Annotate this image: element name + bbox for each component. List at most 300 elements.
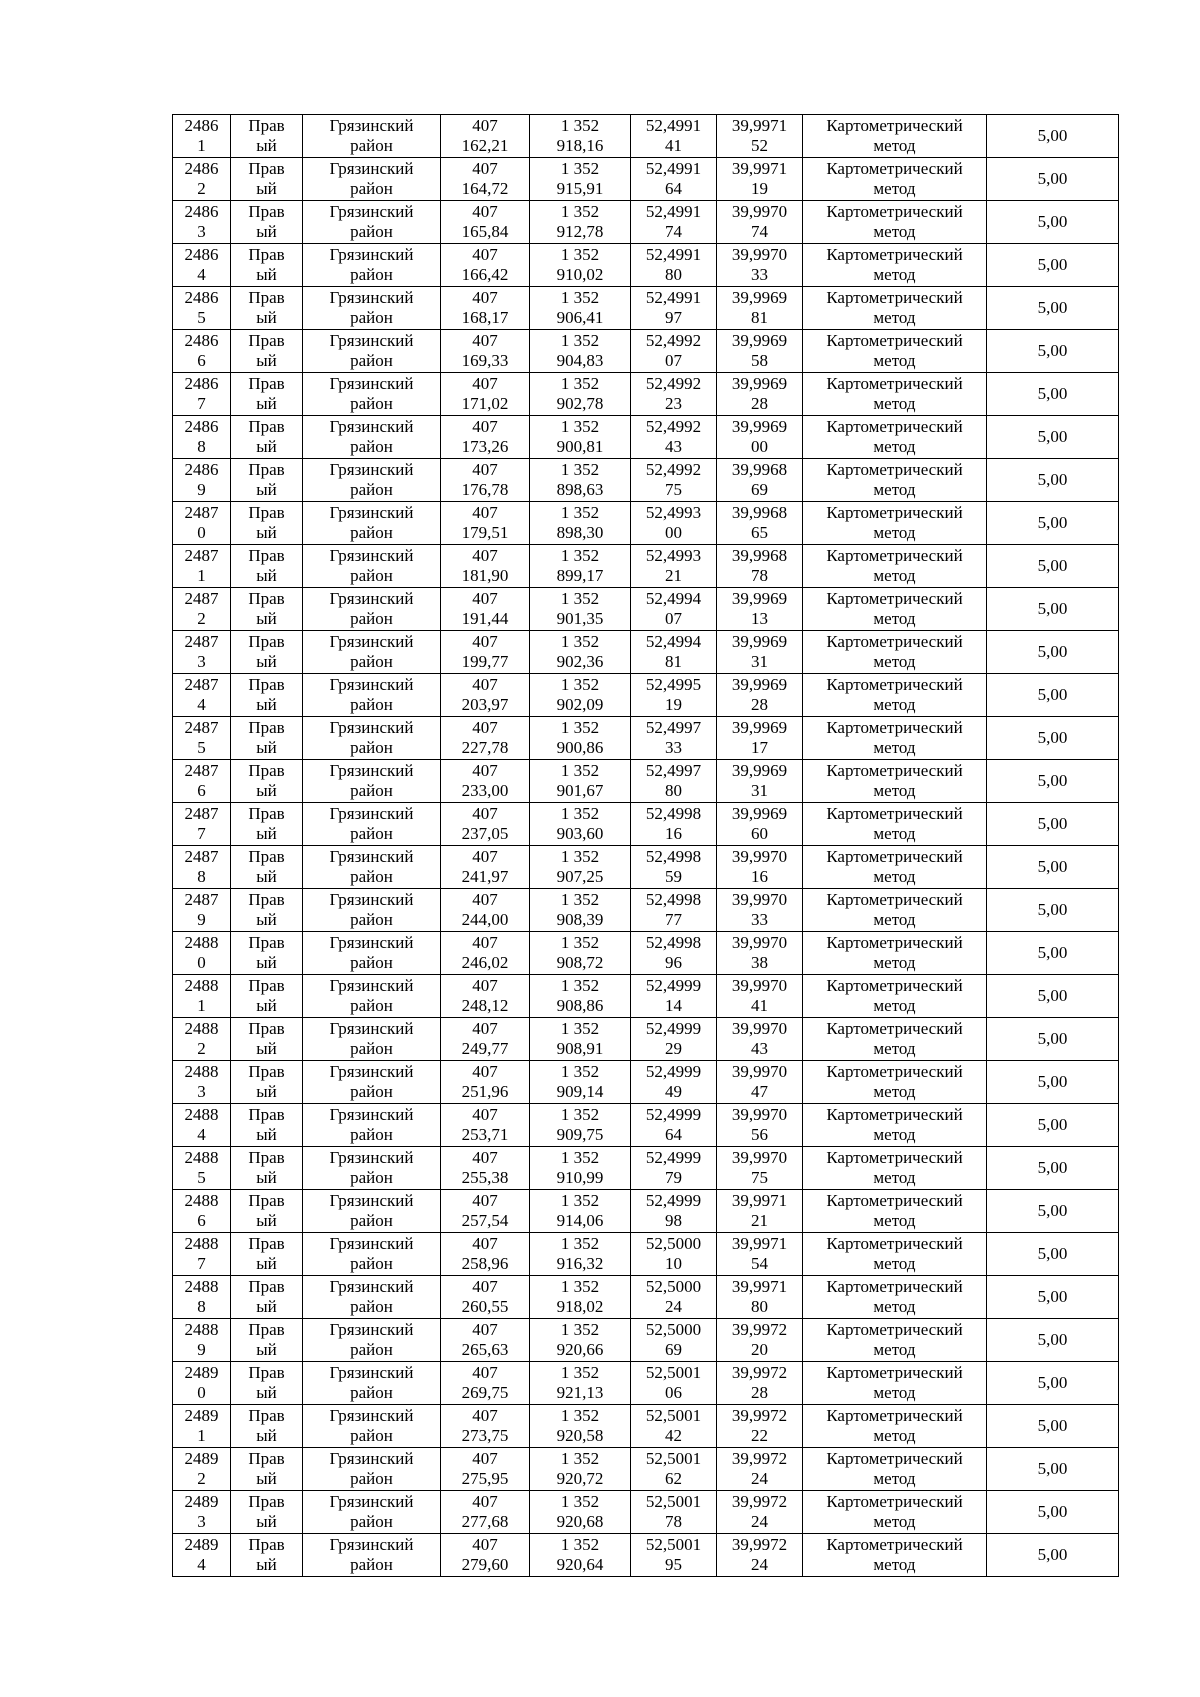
district-cell bbox=[303, 631, 441, 674]
longitude-cell bbox=[717, 1319, 803, 1362]
accuracy-cell bbox=[987, 1147, 1119, 1190]
point-number-cell-text: 2488 8 bbox=[184, 1277, 219, 1316]
point-number-cell-text: 2487 3 bbox=[184, 632, 219, 671]
latitude-cell bbox=[631, 803, 717, 846]
accuracy-cell bbox=[987, 674, 1119, 717]
longitude-cell bbox=[717, 545, 803, 588]
side-cell bbox=[231, 1405, 303, 1448]
point-number-cell-text: 2486 9 bbox=[184, 460, 219, 499]
district-cell-text: Грязинский район bbox=[329, 632, 414, 671]
table-row bbox=[173, 1319, 1119, 1362]
side-cell-text: Прав ый bbox=[248, 933, 285, 972]
method-cell-text: Картометрический метод bbox=[826, 804, 963, 843]
accuracy-cell bbox=[987, 1276, 1119, 1319]
longitude-cell bbox=[717, 373, 803, 416]
coord-x-cell bbox=[441, 545, 530, 588]
accuracy-cell bbox=[987, 975, 1119, 1018]
district-cell-text: Грязинский район bbox=[329, 1105, 414, 1144]
accuracy-cell-text: 5,00 bbox=[1037, 857, 1068, 876]
point-number-cell bbox=[173, 1534, 231, 1577]
latitude-cell bbox=[631, 1018, 717, 1061]
district-cell bbox=[303, 502, 441, 545]
side-cell bbox=[231, 1319, 303, 1362]
coord-y-cell bbox=[530, 1233, 631, 1276]
accuracy-cell-text: 5,00 bbox=[1037, 1244, 1068, 1263]
longitude-cell-text: 39,9970 75 bbox=[731, 1148, 788, 1187]
latitude-cell bbox=[631, 1319, 717, 1362]
table-row bbox=[173, 1233, 1119, 1276]
table-row bbox=[173, 416, 1119, 459]
side-cell-text: Прав ый bbox=[248, 1062, 285, 1101]
point-number-cell-text: 2487 6 bbox=[184, 761, 219, 800]
coord-y-cell bbox=[530, 502, 631, 545]
longitude-cell bbox=[717, 201, 803, 244]
coord-y-cell bbox=[530, 1405, 631, 1448]
latitude-cell-text: 52,4992 23 bbox=[645, 374, 702, 413]
side-cell-text: Прав ый bbox=[248, 159, 285, 198]
coord-y-cell bbox=[530, 330, 631, 373]
side-cell-text: Прав ый bbox=[248, 675, 285, 714]
table-row bbox=[173, 330, 1119, 373]
point-number-cell bbox=[173, 932, 231, 975]
latitude-cell-text: 52,4993 21 bbox=[645, 546, 702, 585]
district-cell bbox=[303, 115, 441, 158]
side-cell-text: Прав ый bbox=[248, 546, 285, 585]
side-cell-text: Прав ый bbox=[248, 761, 285, 800]
latitude-cell bbox=[631, 889, 717, 932]
table-row bbox=[173, 631, 1119, 674]
method-cell bbox=[803, 1233, 987, 1276]
latitude-cell-text: 52,4991 74 bbox=[645, 202, 702, 241]
district-cell-text: Грязинский район bbox=[329, 1191, 414, 1230]
method-cell-text: Картометрический метод bbox=[826, 460, 963, 499]
side-cell bbox=[231, 1190, 303, 1233]
district-cell bbox=[303, 760, 441, 803]
side-cell bbox=[231, 158, 303, 201]
coord-x-cell-text: 407 191,44 bbox=[461, 589, 509, 628]
longitude-cell bbox=[717, 588, 803, 631]
coord-y-cell-text: 1 352 901,67 bbox=[556, 761, 604, 800]
side-cell-text: Прав ый bbox=[248, 417, 285, 456]
latitude-cell-text: 52,4999 79 bbox=[645, 1148, 702, 1187]
coord-y-cell bbox=[530, 1448, 631, 1491]
side-cell-text: Прав ый bbox=[248, 1363, 285, 1402]
latitude-cell-text: 52,4994 07 bbox=[645, 589, 702, 628]
method-cell-text: Картометрический метод bbox=[826, 245, 963, 284]
method-cell bbox=[803, 115, 987, 158]
point-number-cell bbox=[173, 717, 231, 760]
accuracy-cell-text: 5,00 bbox=[1037, 1545, 1068, 1564]
latitude-cell-text: 52,4998 16 bbox=[645, 804, 702, 843]
table-row bbox=[173, 717, 1119, 760]
longitude-cell bbox=[717, 1534, 803, 1577]
side-cell-text: Прав ый bbox=[248, 1320, 285, 1359]
accuracy-cell-text: 5,00 bbox=[1037, 1416, 1068, 1435]
coord-x-cell-text: 407 251,96 bbox=[461, 1062, 509, 1101]
coord-x-cell bbox=[441, 1018, 530, 1061]
accuracy-cell bbox=[987, 631, 1119, 674]
table-row bbox=[173, 115, 1119, 158]
point-number-cell-text: 2486 6 bbox=[184, 331, 219, 370]
coord-x-cell-text: 407 257,54 bbox=[461, 1191, 509, 1230]
latitude-cell-text: 52,4999 14 bbox=[645, 976, 702, 1015]
accuracy-cell bbox=[987, 1190, 1119, 1233]
accuracy-cell-text: 5,00 bbox=[1037, 685, 1068, 704]
district-cell-text: Грязинский район bbox=[329, 1148, 414, 1187]
method-cell-text: Картометрический метод bbox=[826, 546, 963, 585]
district-cell-text: Грязинский район bbox=[329, 417, 414, 456]
longitude-cell-text: 39,9969 17 bbox=[731, 718, 788, 757]
point-number-cell-text: 2488 3 bbox=[184, 1062, 219, 1101]
latitude-cell-text: 52,4999 29 bbox=[645, 1019, 702, 1058]
point-number-cell bbox=[173, 1405, 231, 1448]
method-cell-text: Картометрический метод bbox=[826, 202, 963, 241]
side-cell bbox=[231, 588, 303, 631]
longitude-cell-text: 39,9969 13 bbox=[731, 589, 788, 628]
longitude-cell-text: 39,9970 56 bbox=[731, 1105, 788, 1144]
coord-x-cell-text: 407 248,12 bbox=[461, 976, 509, 1015]
coord-y-cell-text: 1 352 902,78 bbox=[556, 374, 604, 413]
table-row bbox=[173, 201, 1119, 244]
accuracy-cell bbox=[987, 588, 1119, 631]
coord-x-cell bbox=[441, 1491, 530, 1534]
accuracy-cell-text: 5,00 bbox=[1037, 1502, 1068, 1521]
coord-x-cell-text: 407 255,38 bbox=[461, 1148, 509, 1187]
district-cell-text: Грязинский район bbox=[329, 1234, 414, 1273]
point-number-cell-text: 2486 8 bbox=[184, 417, 219, 456]
side-cell bbox=[231, 287, 303, 330]
method-cell bbox=[803, 1061, 987, 1104]
accuracy-cell-text: 5,00 bbox=[1037, 814, 1068, 833]
table-row bbox=[173, 1491, 1119, 1534]
longitude-cell-text: 39,9969 28 bbox=[731, 675, 788, 714]
side-cell bbox=[231, 1233, 303, 1276]
longitude-cell bbox=[717, 1233, 803, 1276]
method-cell bbox=[803, 975, 987, 1018]
district-cell-text: Грязинский район bbox=[329, 933, 414, 972]
point-number-cell bbox=[173, 545, 231, 588]
coord-y-cell bbox=[530, 889, 631, 932]
longitude-cell-text: 39,9972 28 bbox=[731, 1363, 788, 1402]
coord-y-cell bbox=[530, 631, 631, 674]
coord-x-cell bbox=[441, 158, 530, 201]
district-cell-text: Грязинский район bbox=[329, 718, 414, 757]
side-cell-text: Прав ый bbox=[248, 1019, 285, 1058]
longitude-cell bbox=[717, 975, 803, 1018]
coord-y-cell bbox=[530, 1018, 631, 1061]
method-cell bbox=[803, 1018, 987, 1061]
side-cell bbox=[231, 760, 303, 803]
coord-y-cell-text: 1 352 902,09 bbox=[556, 675, 604, 714]
table-row bbox=[173, 1104, 1119, 1147]
latitude-cell-text: 52,4997 80 bbox=[645, 761, 702, 800]
table-row bbox=[173, 760, 1119, 803]
district-cell bbox=[303, 1061, 441, 1104]
side-cell bbox=[231, 803, 303, 846]
side-cell-text: Прав ый bbox=[248, 1535, 285, 1574]
coord-y-cell bbox=[530, 158, 631, 201]
table-row bbox=[173, 1190, 1119, 1233]
method-cell-text: Картометрический метод bbox=[826, 761, 963, 800]
longitude-cell bbox=[717, 803, 803, 846]
coord-x-cell bbox=[441, 1534, 530, 1577]
coord-y-cell bbox=[530, 846, 631, 889]
coord-x-cell-text: 407 265,63 bbox=[461, 1320, 509, 1359]
coord-y-cell bbox=[530, 1190, 631, 1233]
district-cell bbox=[303, 1018, 441, 1061]
side-cell-text: Прав ый bbox=[248, 202, 285, 241]
table-body bbox=[173, 115, 1119, 1577]
method-cell-text: Картометрический метод bbox=[826, 1535, 963, 1574]
method-cell bbox=[803, 1104, 987, 1147]
method-cell bbox=[803, 1276, 987, 1319]
point-number-cell bbox=[173, 803, 231, 846]
longitude-cell-text: 39,9971 19 bbox=[731, 159, 788, 198]
method-cell bbox=[803, 373, 987, 416]
method-cell bbox=[803, 416, 987, 459]
point-number-cell bbox=[173, 416, 231, 459]
coord-y-cell-text: 1 352 907,25 bbox=[556, 847, 604, 886]
district-cell-text: Грязинский район bbox=[329, 1492, 414, 1531]
method-cell bbox=[803, 674, 987, 717]
table-row bbox=[173, 588, 1119, 631]
coord-x-cell bbox=[441, 760, 530, 803]
coord-y-cell-text: 1 352 920,64 bbox=[556, 1535, 604, 1574]
accuracy-cell-text: 5,00 bbox=[1037, 1459, 1068, 1478]
district-cell bbox=[303, 1190, 441, 1233]
accuracy-cell-text: 5,00 bbox=[1037, 642, 1068, 661]
district-cell bbox=[303, 1104, 441, 1147]
coord-y-cell-text: 1 352 910,02 bbox=[556, 245, 604, 284]
longitude-cell-text: 39,9970 38 bbox=[731, 933, 788, 972]
side-cell bbox=[231, 201, 303, 244]
side-cell bbox=[231, 631, 303, 674]
latitude-cell bbox=[631, 1534, 717, 1577]
accuracy-cell bbox=[987, 502, 1119, 545]
coord-y-cell bbox=[530, 1276, 631, 1319]
district-cell bbox=[303, 1319, 441, 1362]
coord-x-cell-text: 407 203,97 bbox=[461, 675, 509, 714]
point-number-cell-text: 2489 4 bbox=[184, 1535, 219, 1574]
table-row bbox=[173, 158, 1119, 201]
side-cell-text: Прав ый bbox=[248, 503, 285, 542]
coord-x-cell-text: 407 199,77 bbox=[461, 632, 509, 671]
method-cell-text: Картометрический метод bbox=[826, 1191, 963, 1230]
method-cell bbox=[803, 1190, 987, 1233]
coord-y-cell bbox=[530, 717, 631, 760]
side-cell bbox=[231, 1448, 303, 1491]
point-number-cell-text: 2488 6 bbox=[184, 1191, 219, 1230]
district-cell-text: Грязинский район bbox=[329, 761, 414, 800]
method-cell bbox=[803, 244, 987, 287]
point-number-cell bbox=[173, 244, 231, 287]
side-cell bbox=[231, 115, 303, 158]
latitude-cell-text: 52,4999 98 bbox=[645, 1191, 702, 1230]
accuracy-cell bbox=[987, 287, 1119, 330]
latitude-cell bbox=[631, 545, 717, 588]
point-number-cell bbox=[173, 1276, 231, 1319]
district-cell-text: Грязинский район bbox=[329, 1535, 414, 1574]
latitude-cell bbox=[631, 1362, 717, 1405]
table-row bbox=[173, 502, 1119, 545]
point-number-cell bbox=[173, 1319, 231, 1362]
longitude-cell bbox=[717, 502, 803, 545]
accuracy-cell-text: 5,00 bbox=[1037, 1330, 1068, 1349]
accuracy-cell-text: 5,00 bbox=[1037, 1201, 1068, 1220]
latitude-cell bbox=[631, 846, 717, 889]
longitude-cell bbox=[717, 1147, 803, 1190]
point-number-cell-text: 2488 7 bbox=[184, 1234, 219, 1273]
point-number-cell bbox=[173, 115, 231, 158]
coord-y-cell bbox=[530, 1319, 631, 1362]
accuracy-cell-text: 5,00 bbox=[1037, 1287, 1068, 1306]
latitude-cell bbox=[631, 201, 717, 244]
table-row bbox=[173, 803, 1119, 846]
table-row bbox=[173, 889, 1119, 932]
coord-x-cell-text: 407 181,90 bbox=[461, 546, 509, 585]
latitude-cell-text: 52,4995 19 bbox=[645, 675, 702, 714]
method-cell-text: Картометрический метод bbox=[826, 1320, 963, 1359]
side-cell bbox=[231, 975, 303, 1018]
district-cell-text: Грязинский район bbox=[329, 1019, 414, 1058]
latitude-cell bbox=[631, 115, 717, 158]
coord-x-cell-text: 407 166,42 bbox=[461, 245, 509, 284]
point-number-cell-text: 2487 1 bbox=[184, 546, 219, 585]
method-cell-text: Картометрический метод bbox=[826, 1363, 963, 1402]
district-cell bbox=[303, 1448, 441, 1491]
point-number-cell-text: 2487 4 bbox=[184, 675, 219, 714]
point-number-cell-text: 2486 3 bbox=[184, 202, 219, 241]
accuracy-cell bbox=[987, 201, 1119, 244]
district-cell bbox=[303, 201, 441, 244]
accuracy-cell-text: 5,00 bbox=[1037, 1158, 1068, 1177]
coord-y-cell-text: 1 352 902,36 bbox=[556, 632, 604, 671]
coord-x-cell bbox=[441, 459, 530, 502]
point-number-cell-text: 2489 2 bbox=[184, 1449, 219, 1488]
point-number-cell bbox=[173, 1448, 231, 1491]
latitude-cell bbox=[631, 1448, 717, 1491]
longitude-cell bbox=[717, 1190, 803, 1233]
coord-x-cell bbox=[441, 1276, 530, 1319]
method-cell bbox=[803, 760, 987, 803]
point-number-cell bbox=[173, 588, 231, 631]
coord-x-cell-text: 407 241,97 bbox=[461, 847, 509, 886]
longitude-cell-text: 39,9971 21 bbox=[731, 1191, 788, 1230]
coord-x-cell bbox=[441, 244, 530, 287]
coord-y-cell-text: 1 352 920,68 bbox=[556, 1492, 604, 1531]
district-cell-text: Грязинский район bbox=[329, 546, 414, 585]
district-cell-text: Грязинский район bbox=[329, 288, 414, 327]
coord-y-cell bbox=[530, 115, 631, 158]
accuracy-cell bbox=[987, 330, 1119, 373]
method-cell bbox=[803, 1147, 987, 1190]
longitude-cell-text: 39,9968 78 bbox=[731, 546, 788, 585]
district-cell-text: Грязинский район bbox=[329, 374, 414, 413]
coord-x-cell-text: 407 275,95 bbox=[461, 1449, 509, 1488]
accuracy-cell-text: 5,00 bbox=[1037, 470, 1068, 489]
longitude-cell bbox=[717, 846, 803, 889]
latitude-cell bbox=[631, 932, 717, 975]
accuracy-cell-text: 5,00 bbox=[1037, 513, 1068, 532]
coord-y-cell bbox=[530, 760, 631, 803]
longitude-cell-text: 39,9970 47 bbox=[731, 1062, 788, 1101]
coord-y-cell-text: 1 352 910,99 bbox=[556, 1148, 604, 1187]
accuracy-cell bbox=[987, 717, 1119, 760]
side-cell-text: Прав ый bbox=[248, 804, 285, 843]
table-row bbox=[173, 975, 1119, 1018]
accuracy-cell-text: 5,00 bbox=[1037, 900, 1068, 919]
accuracy-cell-text: 5,00 bbox=[1037, 1373, 1068, 1392]
coord-y-cell-text: 1 352 909,14 bbox=[556, 1062, 604, 1101]
point-number-cell bbox=[173, 1104, 231, 1147]
longitude-cell bbox=[717, 717, 803, 760]
point-number-cell bbox=[173, 158, 231, 201]
coord-x-cell-text: 407 176,78 bbox=[461, 460, 509, 499]
side-cell bbox=[231, 416, 303, 459]
accuracy-cell-text: 5,00 bbox=[1037, 212, 1068, 231]
coord-y-cell-text: 1 352 914,06 bbox=[556, 1191, 604, 1230]
method-cell bbox=[803, 201, 987, 244]
latitude-cell bbox=[631, 717, 717, 760]
coord-y-cell-text: 1 352 900,86 bbox=[556, 718, 604, 757]
coord-x-cell bbox=[441, 1319, 530, 1362]
accuracy-cell-text: 5,00 bbox=[1037, 728, 1068, 747]
accuracy-cell-text: 5,00 bbox=[1037, 255, 1068, 274]
latitude-cell bbox=[631, 330, 717, 373]
point-number-cell-text: 2486 7 bbox=[184, 374, 219, 413]
latitude-cell-text: 52,4994 81 bbox=[645, 632, 702, 671]
coord-y-cell bbox=[530, 1104, 631, 1147]
method-cell-text: Картометрический метод bbox=[826, 1449, 963, 1488]
method-cell bbox=[803, 889, 987, 932]
coord-x-cell bbox=[441, 631, 530, 674]
side-cell-text: Прав ый bbox=[248, 374, 285, 413]
method-cell-text: Картометрический метод bbox=[826, 847, 963, 886]
longitude-cell-text: 39,9972 24 bbox=[731, 1535, 788, 1574]
coord-y-cell-text: 1 352 908,91 bbox=[556, 1019, 604, 1058]
longitude-cell-text: 39,9969 00 bbox=[731, 417, 788, 456]
district-cell bbox=[303, 1276, 441, 1319]
table-row bbox=[173, 846, 1119, 889]
point-number-cell bbox=[173, 975, 231, 1018]
point-number-cell-text: 2486 5 bbox=[184, 288, 219, 327]
longitude-cell bbox=[717, 1448, 803, 1491]
coord-x-cell-text: 407 162,21 bbox=[461, 116, 509, 155]
coord-x-cell bbox=[441, 975, 530, 1018]
latitude-cell bbox=[631, 975, 717, 1018]
latitude-cell-text: 52,5001 62 bbox=[645, 1449, 702, 1488]
point-number-cell-text: 2489 3 bbox=[184, 1492, 219, 1531]
latitude-cell-text: 52,5000 10 bbox=[645, 1234, 702, 1273]
method-cell-text: Картометрический метод bbox=[826, 1148, 963, 1187]
district-cell-text: Грязинский район bbox=[329, 890, 414, 929]
side-cell bbox=[231, 1534, 303, 1577]
accuracy-cell bbox=[987, 416, 1119, 459]
coord-y-cell-text: 1 352 901,35 bbox=[556, 589, 604, 628]
point-number-cell-text: 2488 4 bbox=[184, 1105, 219, 1144]
side-cell-text: Прав ый bbox=[248, 847, 285, 886]
side-cell-text: Прав ый bbox=[248, 1105, 285, 1144]
accuracy-cell-text: 5,00 bbox=[1037, 169, 1068, 188]
longitude-cell bbox=[717, 244, 803, 287]
latitude-cell-text: 52,5000 24 bbox=[645, 1277, 702, 1316]
side-cell bbox=[231, 846, 303, 889]
district-cell bbox=[303, 717, 441, 760]
longitude-cell bbox=[717, 1491, 803, 1534]
coord-x-cell-text: 407 273,75 bbox=[461, 1406, 509, 1445]
table-row bbox=[173, 459, 1119, 502]
accuracy-cell-text: 5,00 bbox=[1037, 556, 1068, 575]
